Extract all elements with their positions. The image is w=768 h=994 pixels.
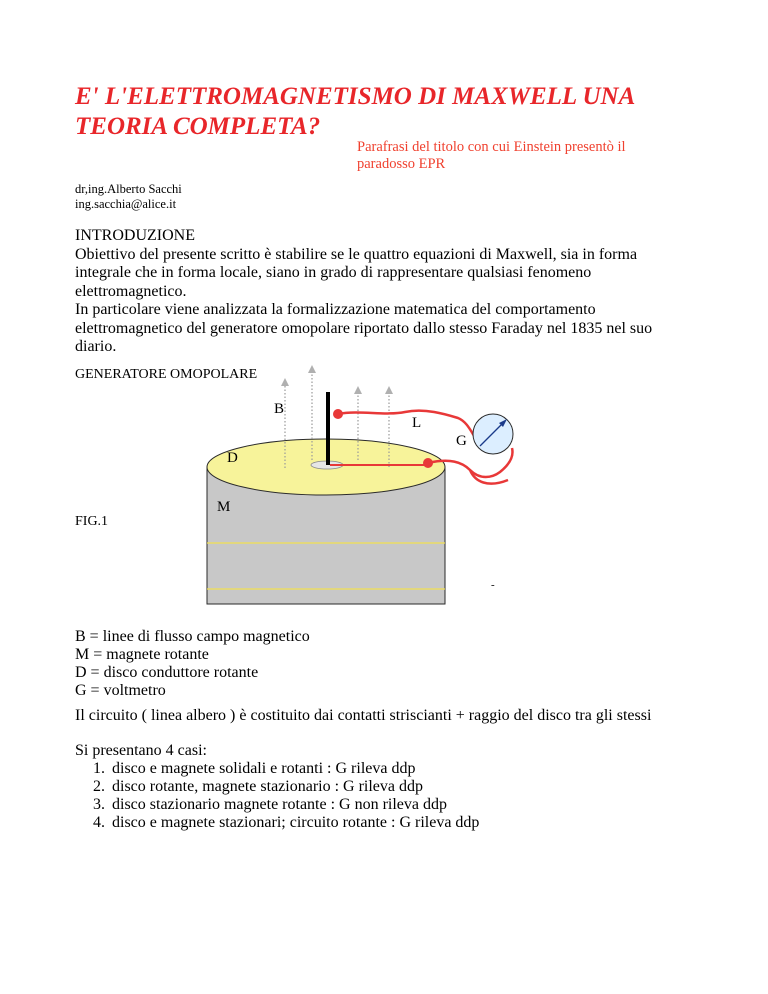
subtitle-note: Parafrasi del titolo con cui Einstein presentò il paradosso EPR: [357, 139, 626, 172]
case-text: disco e magnete solidali e rotanti : G rileva ddp: [112, 760, 416, 777]
case-item: [75, 760, 479, 778]
label-L: L: [412, 415, 422, 431]
case-item: [75, 796, 479, 814]
flux-arrowhead-4: [385, 386, 393, 394]
label-B: B: [274, 401, 285, 417]
circuit-description: Il circuito ( linea albero ) è costituito dai contatti striscianti + raggio del disco tra gli stessi: [75, 707, 652, 724]
disc-edge-contact: [423, 458, 433, 468]
author-name: dr,ing.Alberto Sacchi: [75, 182, 182, 196]
legend-item: G = voltmetro: [75, 682, 166, 699]
case-text: disco e magnete stazionari; circuito rotante : G rileva ddp: [112, 814, 480, 831]
case-number: 1.: [93, 760, 105, 777]
case-number: 4.: [93, 814, 105, 831]
intro-paragraph-2: In particolare viene analizzata la formalizzazione matematica del comportamento elettromagnetico del generatore omopolare riportato dallo stesso Faraday nel 1835 nel suo diario.: [75, 301, 653, 355]
case-text: disco stazionario magnete rotante : G non rileva ddp: [112, 796, 448, 813]
label-G: G: [456, 433, 467, 449]
shaft-contact: [333, 409, 343, 419]
cases-list: [75, 760, 479, 832]
legend-item: B = linee di flusso campo magnetico: [75, 628, 310, 645]
label-D: D: [227, 450, 238, 466]
case-text: disco rotante, magnete stazionario : G rileva ddp: [112, 778, 424, 795]
flux-arrowhead-1: [281, 378, 289, 386]
figure-legend: [75, 628, 310, 700]
cases-heading: Si presentano 4 casi:: [75, 742, 207, 759]
label-M: M: [217, 499, 231, 515]
figure-heading: GENERATORE OMOPOLARE: [75, 367, 258, 382]
case-item: [75, 814, 479, 832]
intro-paragraph-1: Obiettivo del presente scritto è stabilire se le quattro equazioni di Maxwell, sia in forma integrale che in forma locale, siano in grado di rappresentare qualsiasi fenomeno elettromagnetico.: [75, 245, 638, 300]
flux-arrowhead-2: [308, 365, 316, 373]
case-number: 2.: [93, 778, 105, 795]
voltmeter-dial: [473, 414, 513, 454]
label-dash: -: [491, 579, 495, 591]
author-email: ing.sacchia@alice.it: [75, 197, 177, 211]
case-number: 3.: [93, 796, 105, 813]
flux-arrowhead-3: [354, 386, 362, 394]
legend-item: M = magnete rotante: [75, 646, 209, 663]
intro-heading: INTRODUZIONE: [75, 227, 195, 244]
legend-item: D = disco conduttore rotante: [75, 664, 259, 681]
document-title: E' L'ELETTROMAGNETISMO DI MAXWELL UNA TEORIA COMPLETA?: [75, 83, 634, 140]
case-item: [75, 778, 479, 796]
figure-caption: FIG.1: [75, 514, 109, 529]
